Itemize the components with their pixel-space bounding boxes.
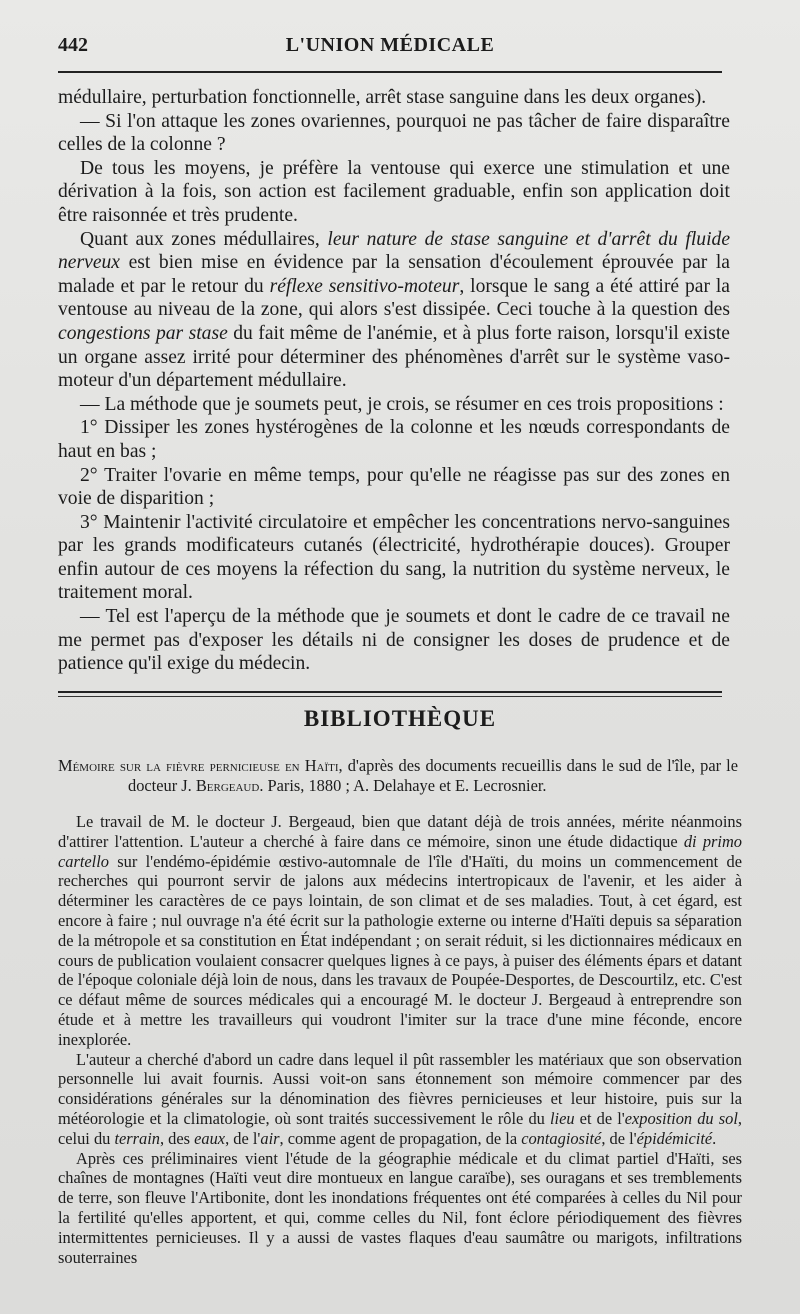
- text-run: , d'après des documents recueillis dans le sud de l'île, par le docteur J.: [128, 756, 738, 795]
- paragraph: — La méthode que je soumets peut, je crois, se résumer en ces trois propositions :: [80, 393, 724, 415]
- section-rule: [58, 691, 722, 693]
- text-run: , des: [159, 1128, 195, 1148]
- paragraph: [58, 812, 742, 1050]
- paragraph: De tous les moyens, je préfère la ventouse qui exerce une stimulation et une dérivation à la fois, son action est facilement graduable, enfin son application doit être raisonnée et très prudente.: [58, 157, 730, 226]
- italic-phrase: contagiosité: [521, 1128, 602, 1148]
- italic-phrase: épidémicité: [636, 1128, 713, 1148]
- author-name: Bergeaud: [195, 776, 260, 795]
- paragraph: médullaire, perturbation fonctionnelle, arrêt stase sanguine dans les deux organes).: [58, 87, 707, 108]
- italic-phrase: lieu: [549, 1108, 575, 1128]
- citation-text: [58, 756, 738, 796]
- section-title: BIBLIOTHÈQUE: [303, 706, 497, 731]
- section-rule: [58, 696, 722, 697]
- italic-phrase: di primo cartello: [58, 831, 742, 871]
- paragraph: [58, 228, 730, 393]
- text-run: , de l': [225, 1128, 261, 1148]
- italic-phrase: air: [260, 1128, 280, 1148]
- article-continuation: [58, 86, 730, 676]
- text-run: , celui du: [58, 1108, 742, 1148]
- text-run: L'auteur a cherché d'abord un cadre dans lequel il pût rassembler les matériaux que son observation personnelle lui avait fournis. Aussi voit-on sans étonnement son mémoire commencer par des considérations générales sur la dénomination des fièvres pernicieuses et leur histoire, puis sur la météorologie et la climatologie, où sont traités successivement le rôle du: [58, 1049, 742, 1128]
- review-body: [58, 812, 742, 1267]
- text-run: Quant aux zones médullaires,: [80, 228, 328, 250]
- italic-phrase: terrain: [114, 1128, 160, 1148]
- book-citation: [58, 756, 738, 796]
- paragraph: [58, 1050, 742, 1149]
- text-run: , comme agent de propagation, de la: [279, 1128, 522, 1148]
- italic-phrase: eaux: [194, 1128, 226, 1148]
- text-run: et de l': [574, 1108, 625, 1128]
- text-run: . Paris, 1880 ; A. Delahaye et E. Lecrosnier.: [259, 776, 547, 795]
- text-run: .: [712, 1128, 717, 1148]
- italic-phrase: leur nature de stase sanguine et d'arrêt du fluide nerveux: [58, 228, 731, 274]
- running-title: L'UNION MÉDICALE: [285, 34, 495, 56]
- italic-phrase: congestions par stase: [58, 322, 228, 344]
- text-run: , lorsque le sang a été attiré par la ventouse au niveau de la zone, qui alors s'est dissipée. Ceci touche à la question des: [58, 275, 731, 321]
- text-run: du fait même de l'anémie, et à plus forte raison, lorsqu'il existe un organe assez irrité pour déterminer des phénomènes d'arrêt sur le système vaso-moteur d'un département médullaire.: [58, 322, 731, 392]
- proposition-1: 1° Dissiper les zones hystérogènes de la colonne et les nœuds correspondants de haut en bas ;: [58, 417, 730, 462]
- paragraph: Après ces préliminaires vient l'étude de la géographie médicale et du climat partiel d'Haïti, ses chaînes de montagnes (Haïti veut dire montueux en langue caraïbe), ses ouragans et ses tremblements de terre, son fleuve l'Artibonite, dont les inondations fréquentes ont été comparées à celles du Nil pour la fertilité qu'elles apportent, et qui, comme celles du Nil, font éclore périodiquement des fièvres intermittentes pernicieuses. Il y a aussi de vastes flaques d'eau saumâtre ou marigots, infiltrations souterraines: [58, 1148, 742, 1267]
- paragraph: — Tel est l'aperçu de la méthode que je soumets et dont le cadre de ce travail ne me permet pas d'exposer les détails ni de consigner les doses de prudence et de patience qu'il exige du médecin.: [58, 606, 730, 675]
- page-header: [58, 34, 722, 64]
- proposition-2: 2° Traiter l'ovarie en même temps, pour qu'elle ne réagisse pas sur des zones en voie de disparition ;: [58, 464, 730, 510]
- italic-phrase: réflexe sensitivo-moteur: [269, 275, 460, 297]
- citation-title: Mémoire sur la fièvre pernicieuse en Haïti: [58, 756, 339, 775]
- text-run: , de l': [601, 1128, 637, 1148]
- text-run: est bien mise en évidence par la sensation d'écoulement éprouvée par la malade et par le retour du: [58, 252, 730, 297]
- header-rule: [58, 71, 722, 73]
- proposition-3: 3° Maintenir l'activité circulatoire et empêcher les concentrations nervo-sanguines par les grands modificateurs cutanés (électricité, hydrothérapie douces). Grouper enfin autour de ces moyens la réfection du sang, la nutrition du système nerveux, le traitement moral.: [58, 511, 730, 604]
- text-run: sur l'endémo-épidémie œstivo-automnale de l'île d'Haïti, du moins un commencement de recherches qui pourront servir de jalons aux médecins intertropicaux de l'avenir, et les aider à déterminer les caractères de ce pays lointain, de son climat et de ses maladies. Tout, à cet égard, est encore à faire ; nul ouvrage n'a été écrit sur la pathologie externe ou interne d'Haïti depuis sa séparation de la métropole et sa constitution en État indépendant ; on serait réduit, si les dictionnaires médicaux en cours de publication voulaient consacrer quelques lignes à ce pays, à puiser des éléments épars et datant de l'époque coloniale déjà loin de nous, dans les travaux de Poupée-Desportes, de Descourtilz, etc. C'est ce défaut même de sources médicales qui a encouragé M. le docteur J. Bergeaud à entreprendre son étude et à mettre les travailleurs qui voudront l'imiter sur la trace d'une mine féconde, encore inexplorée.: [58, 851, 742, 1049]
- text-run: Le travail de M. le docteur J. Bergeaud, bien que datant déjà de trois années, mérite néanmoins d'attirer l'attention. L'auteur a cherché à faire dans ce mémoire, sinon une étude didactique: [58, 812, 742, 851]
- paragraph: — Si l'on attaque les zones ovariennes, pourquoi ne pas tâcher de faire disparaître celles de la colonne ?: [58, 110, 730, 156]
- italic-phrase: exposition du sol: [624, 1108, 738, 1128]
- page-number: 442: [58, 34, 88, 56]
